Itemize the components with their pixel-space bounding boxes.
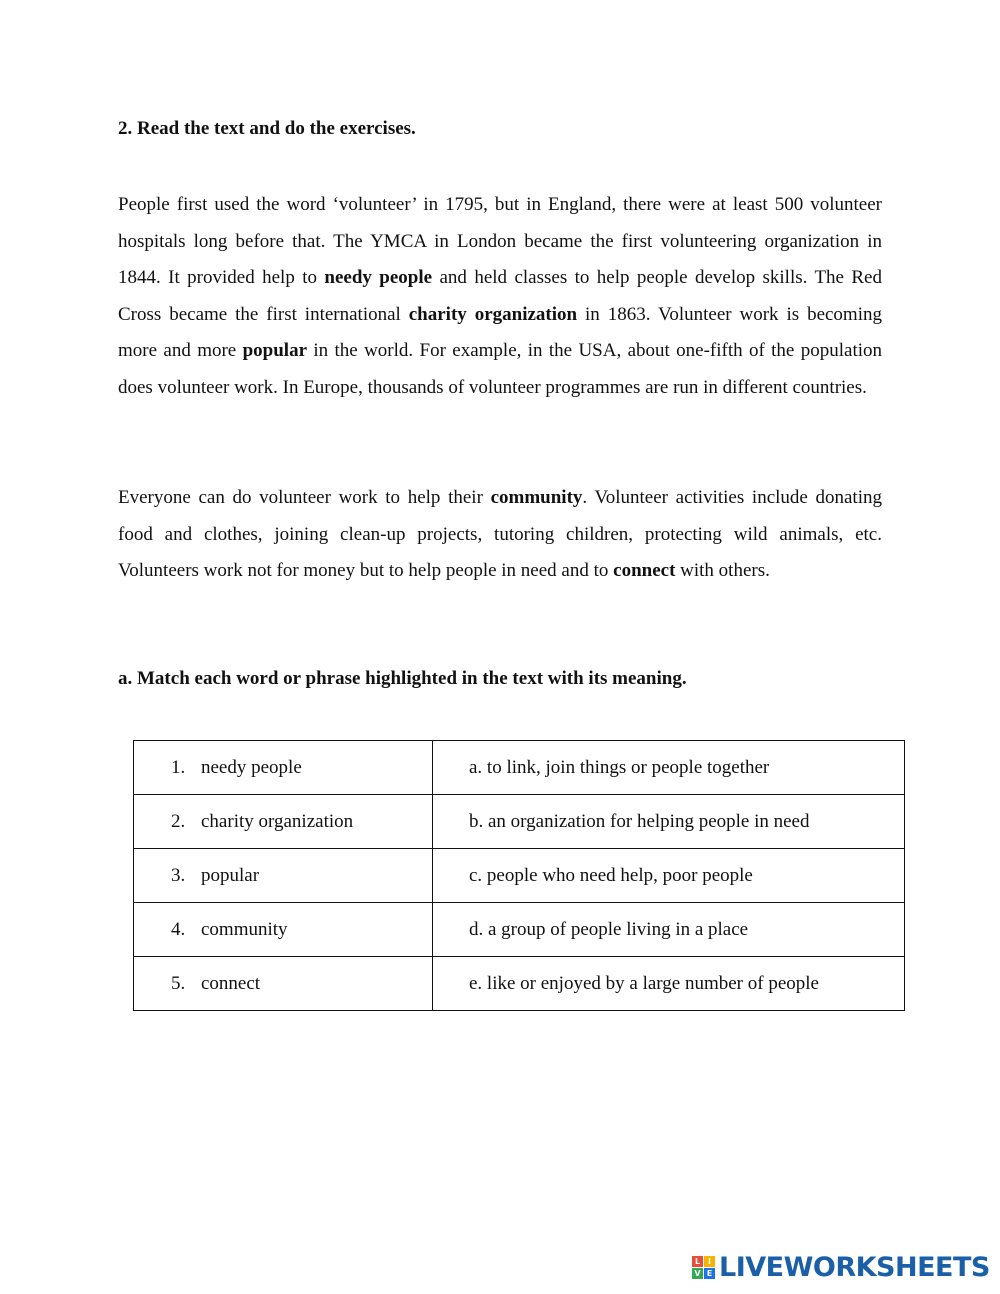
reading-paragraph-1 — [118, 187, 882, 407]
item-number: 4. — [171, 918, 186, 940]
reading-paragraph-2 — [118, 480, 882, 590]
matching-table — [133, 740, 905, 1011]
table-row — [134, 849, 905, 903]
liveworksheets-logo — [692, 1252, 990, 1283]
meaning-cell: e. like or enjoyed by a large number of people — [433, 957, 905, 1011]
text-segment: People first used the word ‘volunteer’ in 1795, but in England, there were at least 500 volunteer hospitals long before that. The YMCA in London became the first volunteering organization in 1844. It provided help to — [118, 194, 882, 289]
table-row — [134, 957, 905, 1011]
logo-mark-tile: E — [704, 1268, 715, 1279]
text-segment: in 1863. Volunteer work is becoming more and more — [118, 303, 882, 362]
table-row — [134, 795, 905, 849]
item-word: needy people — [201, 756, 302, 778]
word-cell — [134, 903, 433, 957]
word-cell — [134, 957, 433, 1011]
logo-mark-tile: V — [692, 1268, 703, 1279]
meaning-cell: a. to link, join things or people together — [433, 741, 905, 795]
logo-text: LIVEWORKSHEETS — [719, 1252, 990, 1283]
highlighted-word-needy-people: needy people — [324, 267, 433, 289]
meaning-cell: d. a group of people living in a place — [433, 903, 905, 957]
logo-mark-tile: I — [704, 1256, 715, 1267]
text-segment: and held classes to help people develop skills. The Red Cross became the first international — [118, 267, 882, 325]
item-word: charity organization — [201, 810, 354, 832]
section-heading: 2. Read the text and do the exercises. — [118, 118, 416, 139]
word-cell — [134, 795, 433, 849]
item-word: community — [201, 918, 288, 940]
item-number: 2. — [171, 810, 186, 832]
item-number: 3. — [171, 864, 186, 886]
text-segment: Everyone can do volunteer work to help their — [118, 487, 491, 508]
item-number: 5. — [171, 972, 186, 994]
meaning-cell: b. an organization for helping people in need — [433, 795, 905, 849]
logo-mark-tile: L — [692, 1256, 703, 1267]
highlighted-word-popular: popular — [242, 340, 308, 362]
text-segment: in the world. For example, in the USA, about one-fifth of the population does volunteer work. In Europe, thousands of volunteer programmes are run in different countries. — [118, 340, 882, 398]
logo-mark-icon — [692, 1256, 715, 1279]
item-word: popular — [201, 864, 260, 886]
word-cell — [134, 741, 433, 795]
exercise-instruction: a. Match each word or phrase highlighted in the text with its meaning. — [118, 668, 687, 689]
table-row — [134, 741, 905, 795]
item-number: 1. — [171, 756, 186, 778]
highlighted-word-charity-organization: charity organization — [408, 303, 578, 325]
text-segment: with others. — [675, 560, 770, 582]
word-cell — [134, 849, 433, 903]
item-word: connect — [201, 972, 261, 994]
highlighted-word-community: community — [490, 487, 583, 508]
meaning-cell: c. people who need help, poor people — [433, 849, 905, 903]
text-segment: . Volunteer activities include donating food and clothes, joining clean-up projects, tutoring children, protecting wild animals, etc. Volunteers work not for money but to help people in need and to — [118, 487, 882, 582]
highlighted-word-connect: connect — [613, 560, 676, 582]
table-row — [134, 903, 905, 957]
